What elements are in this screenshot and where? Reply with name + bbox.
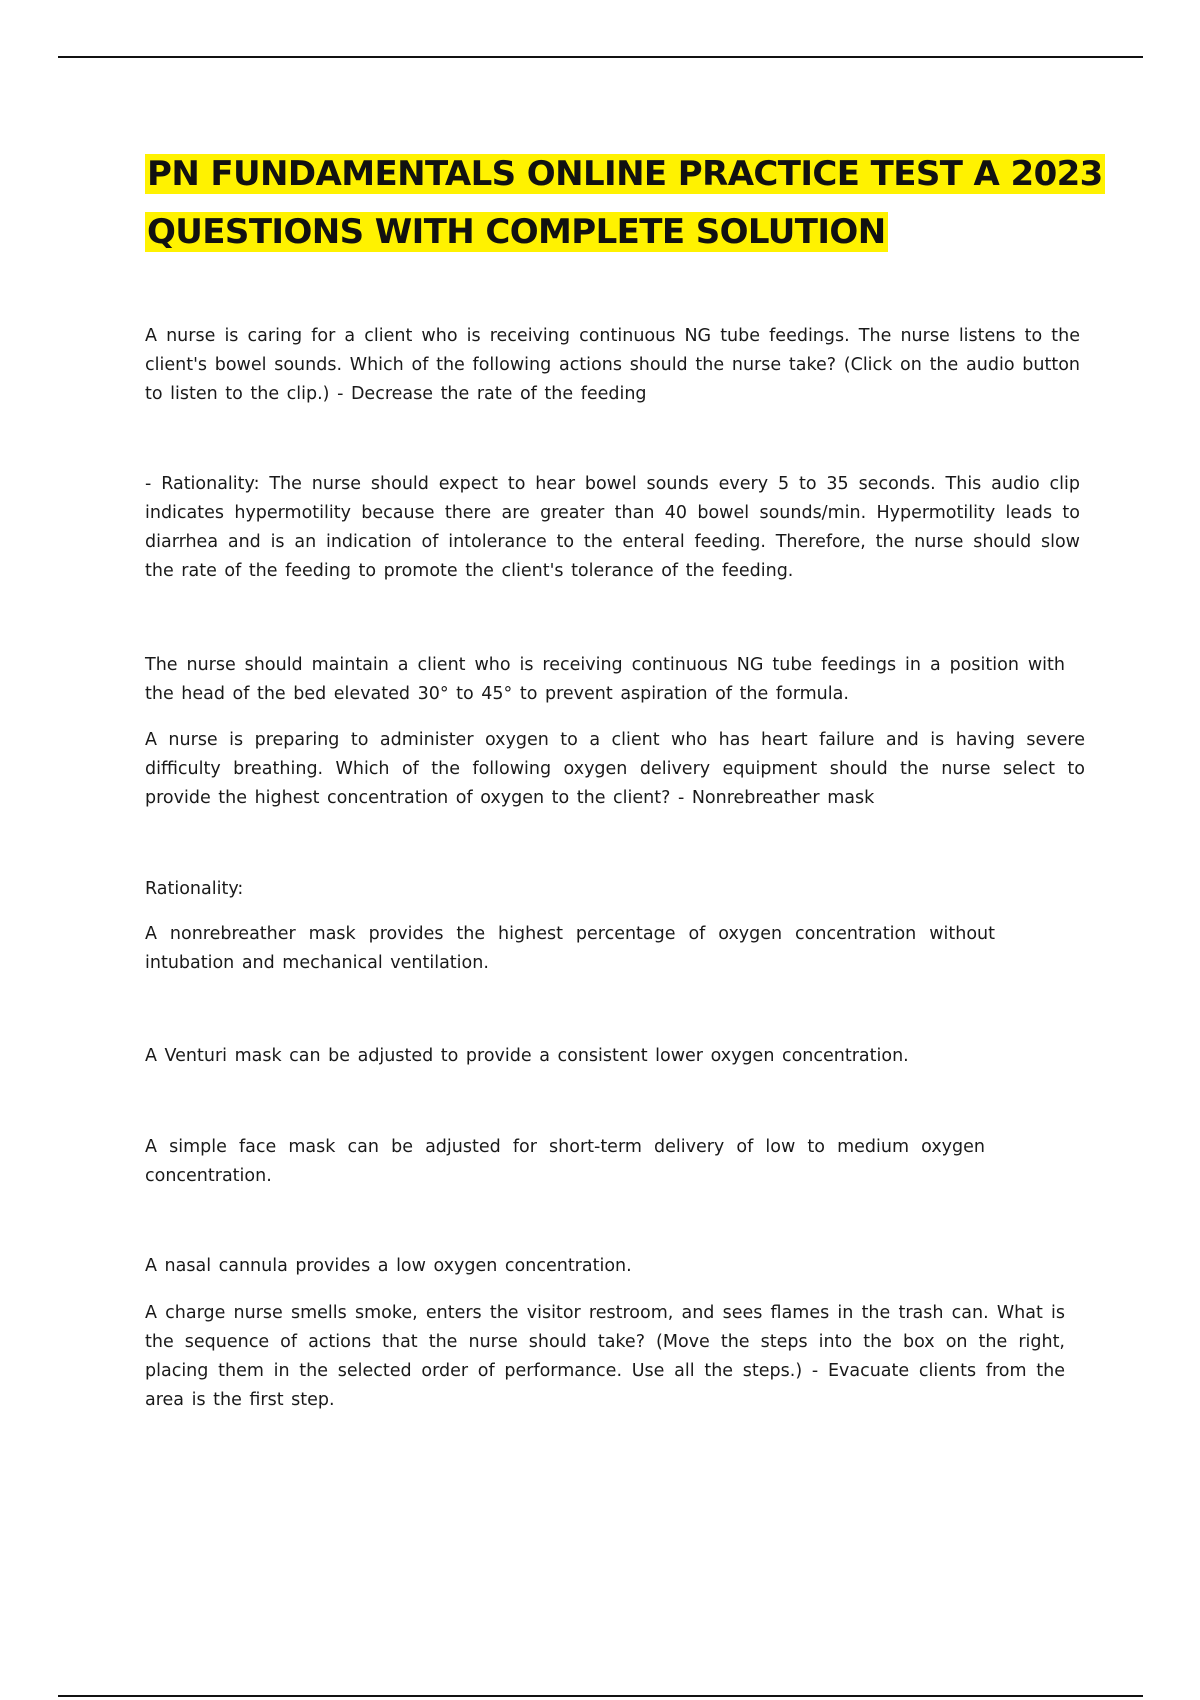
question-3-paragraph: A charge nurse smells smoke, enters the visitor restroom, and sees flames in the trash can. What is the sequence of actions that the nurse should take? (Move the steps into the box on the right, placing them in the selected order of performance. Use all the steps.) - Evacuate clients from the area is the first step. <box>145 1303 1065 1410</box>
bottom-rule <box>58 1695 1143 1697</box>
question-1-rationale: - Rationality: The nurse should expect to hear bowel sounds every 5 to 35 seconds. This audio clip indicates hypermotility because there are greater than 40 bowel sounds/min. Hypermotility leads to diarrhea and is an indication of intolerance to the enteral feeding. Therefore, the nurse should slow the rate of the feeding to promote the client's tolerance of the feeding. <box>145 474 1080 581</box>
rationale-simple-face-mask: A simple face mask can be adjusted for short-term delivery of low to medium oxygen concentration. <box>145 1137 985 1186</box>
rationale-nasal-cannula: A nasal cannula provides a low oxygen concentration. <box>145 1256 632 1276</box>
question-1-note: The nurse should maintain a client who is receiving continuous NG tube feedings in a position with the head of the bed elevated 30° to 45° to prevent aspiration of the formula. <box>145 655 1065 704</box>
title-line-1: PN FUNDAMENTALS ONLINE PRACTICE TEST A 2023 <box>147 154 1103 194</box>
rationale-nonrebreather: A nonrebreather mask provides the highest percentage of oxygen concentration without intubation and mechanical ventilation. <box>145 924 995 973</box>
question-1-paragraph: A nurse is caring for a client who is receiving continuous NG tube feedings. The nurse listens to the client's bowel sounds. Which of the following actions should the nurse take? (Click on the audio button to listen to the clip.) - Decrease the rate of the feeding <box>145 326 1080 404</box>
rationality-heading: Rationality: <box>145 879 244 899</box>
rationale-venturi: A Venturi mask can be adjusted to provide a consistent lower oxygen concentration. <box>145 1046 909 1066</box>
top-rule <box>58 56 1143 58</box>
question-2-paragraph: A nurse is preparing to administer oxygen to a client who has heart failure and is having severe difficulty breathing. Which of the following oxygen delivery equipment should the nurse select to provide the highest concentration of oxygen to the client? - Nonrebreather mask <box>145 730 1085 808</box>
title-line-2: QUESTIONS WITH COMPLETE SOLUTION <box>147 212 886 252</box>
document-title <box>145 145 1105 261</box>
